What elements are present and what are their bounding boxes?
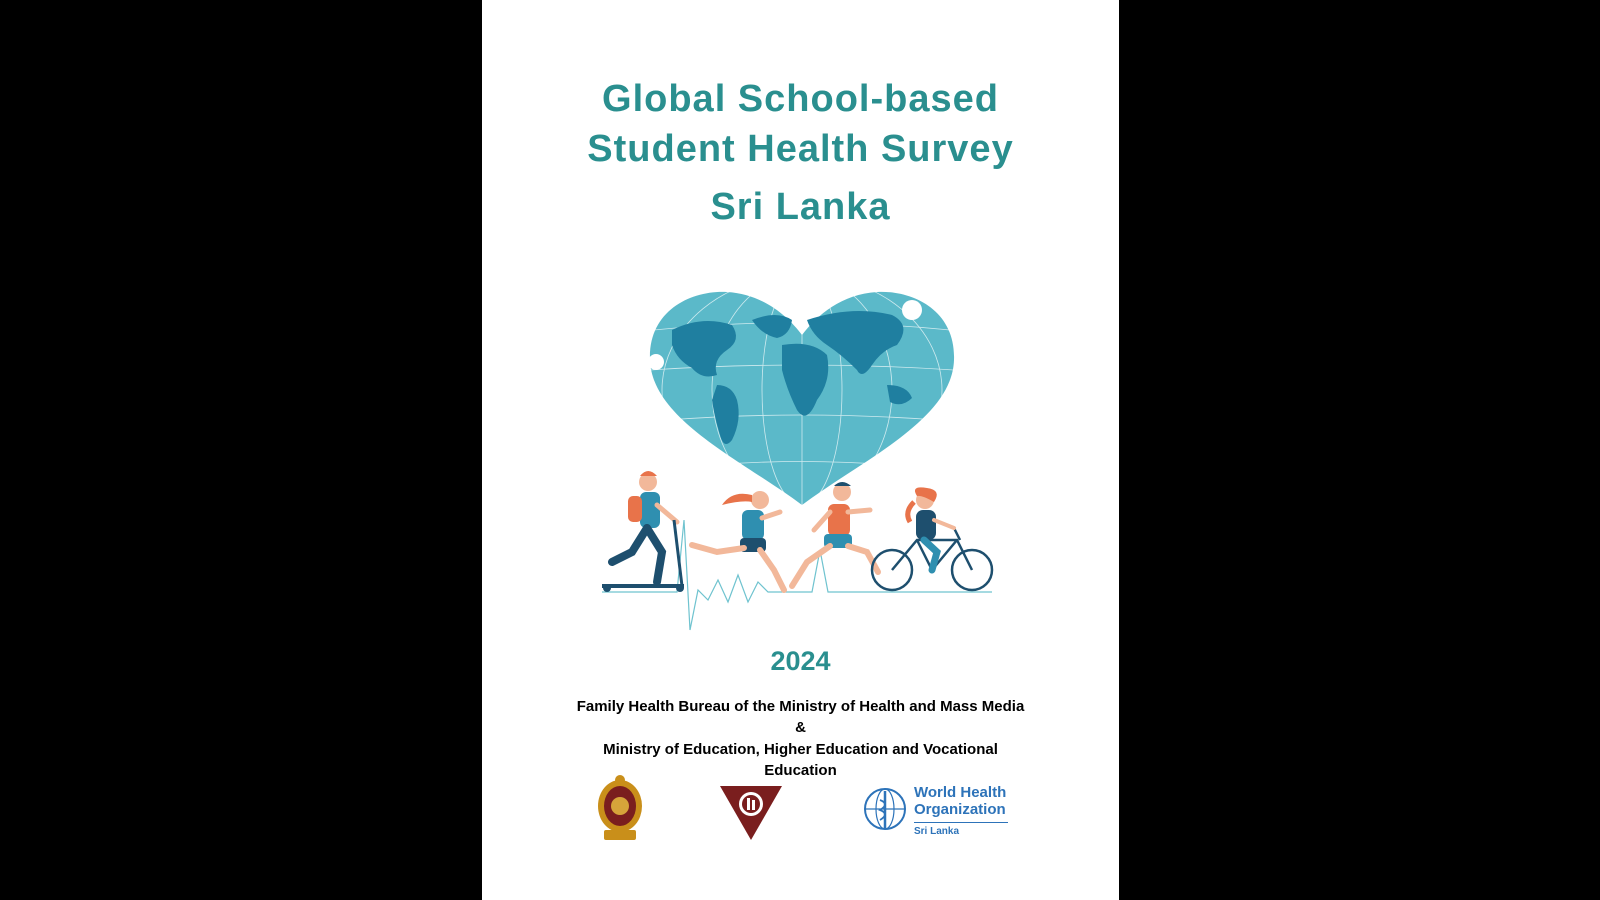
who-divider <box>914 822 1008 823</box>
heart-globe-icon <box>648 290 954 505</box>
who-emblem-icon <box>862 786 908 832</box>
who-logo <box>862 782 1012 844</box>
family-health-bureau-icon <box>718 784 784 842</box>
org-line-1: Family Health Bureau of the Ministry of Health and Mass Media <box>576 698 1025 715</box>
who-line-2: Organization <box>914 801 1006 818</box>
scooter-kid-icon <box>602 471 684 592</box>
report-year: 2024 <box>770 646 831 676</box>
org-line-2: & <box>795 719 806 736</box>
title-line-3: Sri Lanka <box>710 186 891 228</box>
title-line-2: Student Health Survey <box>587 128 1014 170</box>
heart-globe-illustration <box>592 290 1012 640</box>
sri-lanka-emblem-icon <box>594 772 646 844</box>
org-line-3: Ministry of Education, Higher Education and Vocational <box>603 741 998 758</box>
who-line-1: World Health <box>914 784 1007 801</box>
who-line-3: Sri Lanka <box>914 826 960 837</box>
org-line-4: Education <box>764 762 837 779</box>
cyclist-girl-icon <box>872 487 992 590</box>
title-line-1: Global School-based <box>602 78 999 120</box>
document-page <box>482 0 1119 900</box>
